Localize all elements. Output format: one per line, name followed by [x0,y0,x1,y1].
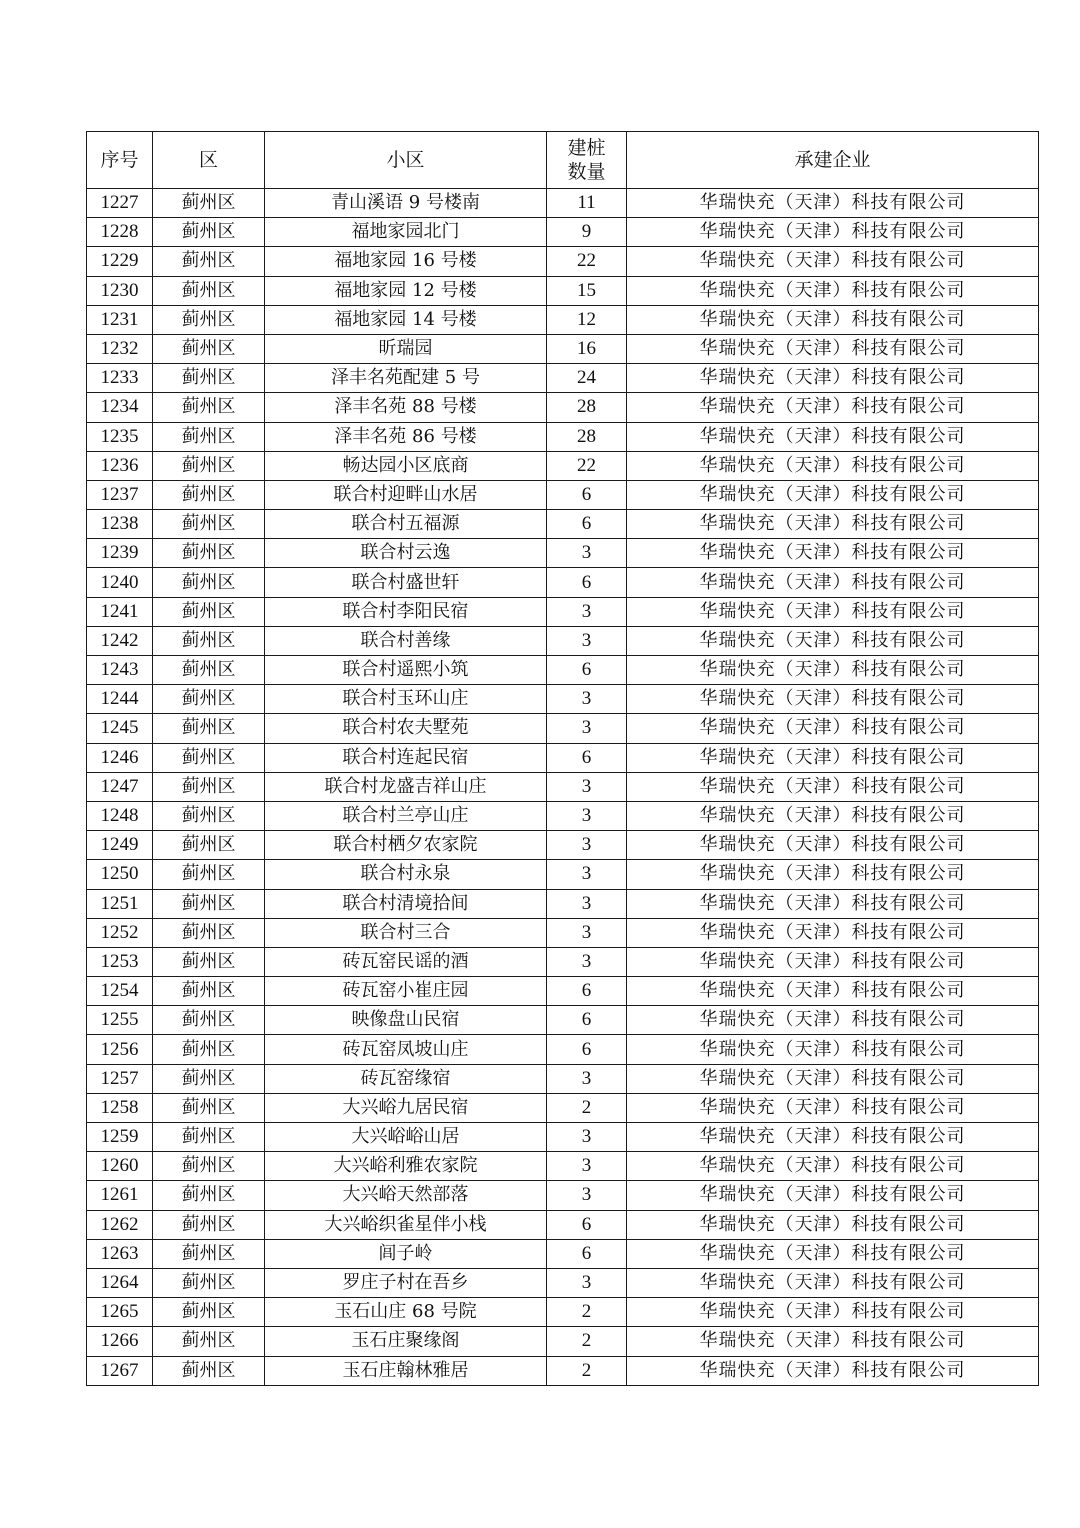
cell-district: 蓟州区 [153,276,265,305]
cell-company: 华瑞快充（天津）科技有限公司 [627,714,1039,743]
table-row [87,1181,1039,1210]
cell-seq: 1232 [87,334,153,363]
table-row [87,568,1039,597]
table-row [87,889,1039,918]
table-row [87,977,1039,1006]
cell-company: 华瑞快充（天津）科技有限公司 [627,1268,1039,1297]
cell-seq: 1231 [87,305,153,334]
table-row [87,1356,1039,1385]
cell-community: 福地家园 14 号楼 [265,305,547,334]
cell-company: 华瑞快充（天津）科技有限公司 [627,276,1039,305]
cell-community: 玉石山庄 68 号院 [265,1298,547,1327]
cell-community: 福地家园 16 号楼 [265,247,547,276]
cell-count: 15 [547,276,627,305]
cell-seq: 1264 [87,1268,153,1297]
cell-district: 蓟州区 [153,1356,265,1385]
cell-community: 联合村农夫墅苑 [265,714,547,743]
cell-count: 3 [547,539,627,568]
cell-company: 华瑞快充（天津）科技有限公司 [627,510,1039,539]
cell-count: 11 [547,189,627,218]
cell-community: 砖瓦窑缘宿 [265,1064,547,1093]
header-count-line2: 数量 [567,161,606,183]
cell-community: 玉石庄聚缘阁 [265,1327,547,1356]
table-row [87,831,1039,860]
table-row [87,1035,1039,1064]
cell-seq: 1254 [87,977,153,1006]
cell-count: 6 [547,656,627,685]
header-community: 小区 [265,132,547,189]
cell-seq: 1246 [87,743,153,772]
cell-district: 蓟州区 [153,218,265,247]
cell-count: 6 [547,510,627,539]
table-row [87,743,1039,772]
table-row [87,656,1039,685]
cell-count: 3 [547,860,627,889]
cell-company: 华瑞快充（天津）科技有限公司 [627,1093,1039,1122]
cell-district: 蓟州区 [153,1064,265,1093]
cell-community: 大兴峪天然部落 [265,1181,547,1210]
cell-count: 3 [547,772,627,801]
cell-community: 联合村善缘 [265,626,547,655]
cell-seq: 1263 [87,1239,153,1268]
cell-community: 福地家园 12 号楼 [265,276,547,305]
cell-count: 9 [547,218,627,247]
cell-company: 华瑞快充（天津）科技有限公司 [627,1181,1039,1210]
cell-community: 泽丰名苑 86 号楼 [265,422,547,451]
cell-district: 蓟州区 [153,656,265,685]
cell-seq: 1228 [87,218,153,247]
cell-district: 蓟州区 [153,1239,265,1268]
cell-seq: 1261 [87,1181,153,1210]
cell-count: 6 [547,1239,627,1268]
table-row [87,801,1039,830]
cell-company: 华瑞快充（天津）科技有限公司 [627,860,1039,889]
cell-seq: 1234 [87,393,153,422]
cell-count: 3 [547,1181,627,1210]
cell-company: 华瑞快充（天津）科技有限公司 [627,889,1039,918]
cell-count: 6 [547,977,627,1006]
cell-community: 联合村三合 [265,918,547,947]
cell-district: 蓟州区 [153,1035,265,1064]
cell-company: 华瑞快充（天津）科技有限公司 [627,247,1039,276]
cell-company: 华瑞快充（天津）科技有限公司 [627,1327,1039,1356]
cell-company: 华瑞快充（天津）科技有限公司 [627,626,1039,655]
cell-district: 蓟州区 [153,685,265,714]
header-district: 区 [153,132,265,189]
cell-count: 2 [547,1327,627,1356]
cell-district: 蓟州区 [153,568,265,597]
cell-count: 22 [547,451,627,480]
cell-community: 畅达园小区底商 [265,451,547,480]
cell-district: 蓟州区 [153,334,265,363]
cell-district: 蓟州区 [153,889,265,918]
cell-seq: 1259 [87,1123,153,1152]
cell-district: 蓟州区 [153,597,265,626]
cell-count: 3 [547,889,627,918]
cell-seq: 1252 [87,918,153,947]
cell-district: 蓟州区 [153,1268,265,1297]
cell-community: 大兴峪织雀星伴小栈 [265,1210,547,1239]
cell-community: 闾子岭 [265,1239,547,1268]
cell-company: 华瑞快充（天津）科技有限公司 [627,1210,1039,1239]
table-row [87,1210,1039,1239]
cell-community: 大兴峪峪山居 [265,1123,547,1152]
cell-company: 华瑞快充（天津）科技有限公司 [627,1035,1039,1064]
table-row [87,860,1039,889]
cell-community: 泽丰名苑 88 号楼 [265,393,547,422]
table-row [87,305,1039,334]
cell-district: 蓟州区 [153,189,265,218]
cell-company: 华瑞快充（天津）科技有限公司 [627,685,1039,714]
cell-count: 6 [547,743,627,772]
cell-district: 蓟州区 [153,1181,265,1210]
table-header-row [87,132,1039,189]
cell-company: 华瑞快充（天津）科技有限公司 [627,1152,1039,1181]
cell-community: 砖瓦窑民谣的酒 [265,947,547,976]
table-row [87,276,1039,305]
cell-count: 2 [547,1093,627,1122]
cell-count: 24 [547,364,627,393]
cell-count: 3 [547,831,627,860]
cell-count: 3 [547,626,627,655]
table-row [87,247,1039,276]
cell-community: 联合村栖夕农家院 [265,831,547,860]
cell-community: 联合村云逸 [265,539,547,568]
cell-community: 联合村龙盛吉祥山庄 [265,772,547,801]
cell-company: 华瑞快充（天津）科技有限公司 [627,1356,1039,1385]
cell-seq: 1244 [87,685,153,714]
cell-company: 华瑞快充（天津）科技有限公司 [627,947,1039,976]
cell-seq: 1253 [87,947,153,976]
cell-count: 3 [547,1064,627,1093]
cell-seq: 1267 [87,1356,153,1385]
cell-district: 蓟州区 [153,626,265,655]
cell-district: 蓟州区 [153,801,265,830]
cell-seq: 1241 [87,597,153,626]
table-row [87,1123,1039,1152]
header-company: 承建企业 [627,132,1039,189]
table-row [87,480,1039,509]
cell-seq: 1247 [87,772,153,801]
cell-seq: 1258 [87,1093,153,1122]
table-row [87,1239,1039,1268]
table-row [87,364,1039,393]
cell-district: 蓟州区 [153,1006,265,1035]
cell-community: 联合村永泉 [265,860,547,889]
cell-company: 华瑞快充（天津）科技有限公司 [627,568,1039,597]
cell-company: 华瑞快充（天津）科技有限公司 [627,393,1039,422]
cell-district: 蓟州区 [153,1210,265,1239]
cell-count: 2 [547,1356,627,1385]
cell-seq: 1266 [87,1327,153,1356]
cell-company: 华瑞快充（天津）科技有限公司 [627,218,1039,247]
cell-community: 青山溪语 9 号楼南 [265,189,547,218]
cell-district: 蓟州区 [153,1327,265,1356]
cell-company: 华瑞快充（天津）科技有限公司 [627,831,1039,860]
cell-district: 蓟州区 [153,1152,265,1181]
cell-count: 12 [547,305,627,334]
cell-community: 罗庄子村在吾乡 [265,1268,547,1297]
cell-company: 华瑞快充（天津）科技有限公司 [627,334,1039,363]
cell-seq: 1265 [87,1298,153,1327]
cell-seq: 1237 [87,480,153,509]
cell-community: 福地家园北门 [265,218,547,247]
cell-community: 昕瑞园 [265,334,547,363]
header-count [547,132,627,189]
table-row [87,1064,1039,1093]
cell-count: 3 [547,1152,627,1181]
cell-count: 3 [547,947,627,976]
cell-company: 华瑞快充（天津）科技有限公司 [627,1064,1039,1093]
cell-district: 蓟州区 [153,393,265,422]
table-row [87,334,1039,363]
table-row [87,597,1039,626]
cell-community: 大兴峪九居民宿 [265,1093,547,1122]
cell-community: 大兴峪利雅农家院 [265,1152,547,1181]
cell-count: 3 [547,714,627,743]
cell-seq: 1248 [87,801,153,830]
table-body [87,189,1039,1386]
cell-seq: 1243 [87,656,153,685]
cell-company: 华瑞快充（天津）科技有限公司 [627,1006,1039,1035]
cell-company: 华瑞快充（天津）科技有限公司 [627,918,1039,947]
cell-community: 砖瓦窑小崔庄园 [265,977,547,1006]
cell-company: 华瑞快充（天津）科技有限公司 [627,801,1039,830]
cell-seq: 1255 [87,1006,153,1035]
table-row [87,189,1039,218]
cell-company: 华瑞快充（天津）科技有限公司 [627,539,1039,568]
table-row [87,218,1039,247]
table-row [87,539,1039,568]
cell-community: 砖瓦窑凤坡山庄 [265,1035,547,1064]
cell-district: 蓟州区 [153,977,265,1006]
charging-pile-table [86,131,1039,1386]
cell-seq: 1238 [87,510,153,539]
cell-count: 3 [547,801,627,830]
table-row [87,947,1039,976]
cell-company: 华瑞快充（天津）科技有限公司 [627,656,1039,685]
cell-seq: 1235 [87,422,153,451]
cell-seq: 1240 [87,568,153,597]
table-row [87,422,1039,451]
cell-count: 6 [547,1210,627,1239]
cell-count: 3 [547,1268,627,1297]
cell-district: 蓟州区 [153,714,265,743]
cell-district: 蓟州区 [153,1298,265,1327]
cell-seq: 1251 [87,889,153,918]
cell-count: 6 [547,1035,627,1064]
cell-count: 3 [547,1123,627,1152]
table-row [87,626,1039,655]
cell-company: 华瑞快充（天津）科技有限公司 [627,743,1039,772]
cell-district: 蓟州区 [153,247,265,276]
cell-company: 华瑞快充（天津）科技有限公司 [627,480,1039,509]
table-row [87,772,1039,801]
cell-community: 泽丰名苑配建 5 号 [265,364,547,393]
cell-company: 华瑞快充（天津）科技有限公司 [627,772,1039,801]
cell-district: 蓟州区 [153,1093,265,1122]
cell-community: 联合村清境拾间 [265,889,547,918]
cell-count: 28 [547,393,627,422]
cell-count: 3 [547,918,627,947]
cell-district: 蓟州区 [153,480,265,509]
cell-count: 22 [547,247,627,276]
table-row [87,1006,1039,1035]
cell-count: 6 [547,480,627,509]
cell-company: 华瑞快充（天津）科技有限公司 [627,1239,1039,1268]
cell-seq: 1230 [87,276,153,305]
cell-company: 华瑞快充（天津）科技有限公司 [627,451,1039,480]
cell-seq: 1257 [87,1064,153,1093]
table-row [87,1327,1039,1356]
cell-count: 3 [547,685,627,714]
cell-company: 华瑞快充（天津）科技有限公司 [627,189,1039,218]
cell-company: 华瑞快充（天津）科技有限公司 [627,1298,1039,1327]
cell-community: 联合村连起民宿 [265,743,547,772]
cell-community: 联合村五福源 [265,510,547,539]
cell-company: 华瑞快充（天津）科技有限公司 [627,1123,1039,1152]
cell-seq: 1260 [87,1152,153,1181]
cell-district: 蓟州区 [153,860,265,889]
cell-company: 华瑞快充（天津）科技有限公司 [627,364,1039,393]
cell-district: 蓟州区 [153,947,265,976]
cell-count: 6 [547,568,627,597]
cell-count: 6 [547,1006,627,1035]
header-count-line1: 建桩 [567,137,606,159]
table-row [87,685,1039,714]
cell-company: 华瑞快充（天津）科技有限公司 [627,977,1039,1006]
cell-seq: 1233 [87,364,153,393]
cell-seq: 1256 [87,1035,153,1064]
cell-count: 3 [547,597,627,626]
cell-district: 蓟州区 [153,451,265,480]
cell-count: 28 [547,422,627,451]
table-row [87,451,1039,480]
cell-community: 联合村李阳民宿 [265,597,547,626]
cell-district: 蓟州区 [153,539,265,568]
table-row [87,1093,1039,1122]
header-seq: 序号 [87,132,153,189]
cell-district: 蓟州区 [153,510,265,539]
cell-count: 16 [547,334,627,363]
cell-community: 联合村兰亭山庄 [265,801,547,830]
cell-community: 玉石庄翰林雅居 [265,1356,547,1385]
cell-seq: 1236 [87,451,153,480]
cell-company: 华瑞快充（天津）科技有限公司 [627,422,1039,451]
cell-community: 联合村迎畔山水居 [265,480,547,509]
cell-seq: 1262 [87,1210,153,1239]
table-row [87,1152,1039,1181]
cell-seq: 1227 [87,189,153,218]
cell-district: 蓟州区 [153,364,265,393]
cell-seq: 1245 [87,714,153,743]
table-row [87,714,1039,743]
cell-seq: 1242 [87,626,153,655]
cell-seq: 1250 [87,860,153,889]
table-row [87,1298,1039,1327]
cell-community: 联合村盛世轩 [265,568,547,597]
cell-district: 蓟州区 [153,831,265,860]
table-row [87,1268,1039,1297]
cell-district: 蓟州区 [153,422,265,451]
cell-community: 联合村遥熙小筑 [265,656,547,685]
cell-seq: 1249 [87,831,153,860]
cell-seq: 1239 [87,539,153,568]
cell-company: 华瑞快充（天津）科技有限公司 [627,305,1039,334]
table-row [87,393,1039,422]
cell-company: 华瑞快充（天津）科技有限公司 [627,597,1039,626]
cell-count: 2 [547,1298,627,1327]
cell-district: 蓟州区 [153,772,265,801]
document-page [86,131,1038,1386]
cell-district: 蓟州区 [153,918,265,947]
cell-district: 蓟州区 [153,743,265,772]
cell-community: 映像盘山民宿 [265,1006,547,1035]
cell-seq: 1229 [87,247,153,276]
cell-community: 联合村玉环山庄 [265,685,547,714]
table-row [87,510,1039,539]
table-row [87,918,1039,947]
cell-district: 蓟州区 [153,305,265,334]
cell-district: 蓟州区 [153,1123,265,1152]
